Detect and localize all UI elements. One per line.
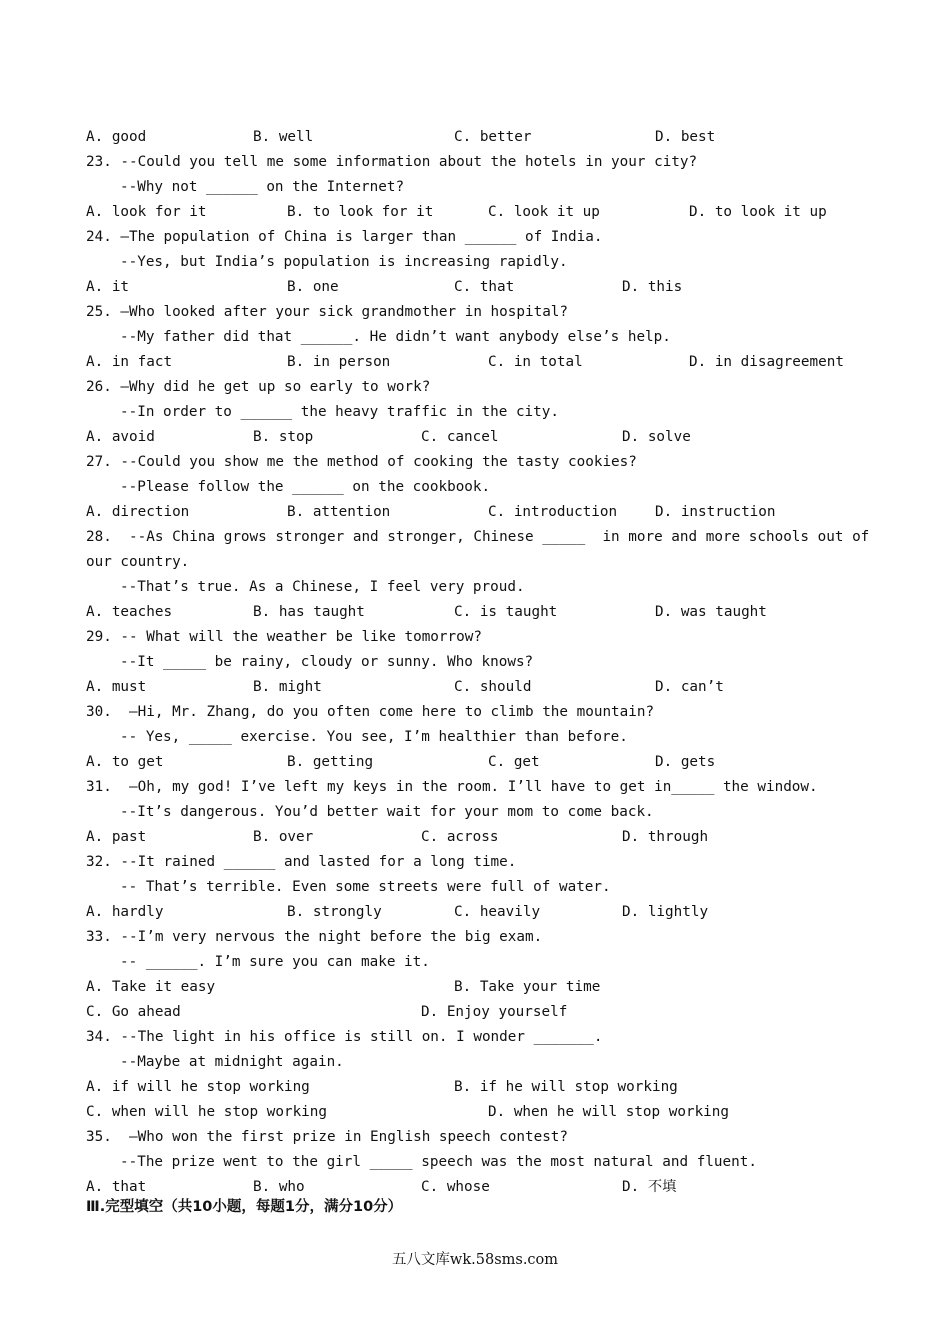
answer-option: C. across — [421, 829, 499, 845]
answer-option: D. was taught — [655, 604, 767, 620]
answer-options-row — [0, 1177, 950, 1197]
answer-option: D. through — [622, 829, 709, 845]
answer-option: A. past — [86, 829, 147, 845]
answer-option: D. gets — [655, 754, 716, 770]
answer-option: D. when he will stop working — [488, 1104, 730, 1120]
answer-option: A. it — [86, 279, 130, 295]
answer-option: C. look it up — [488, 204, 600, 220]
answer-option: C. that — [454, 279, 515, 295]
question-line: 26. –Why did he get up so early to work? — [86, 379, 431, 395]
answer-option: D. Enjoy yourself — [421, 1004, 568, 1020]
answer-options-row — [0, 1002, 950, 1022]
answer-option: D. to look it up — [689, 204, 827, 220]
answer-option: C. should — [454, 679, 532, 695]
answer-option: B. one — [287, 279, 339, 295]
answer-option: B. who — [253, 1179, 305, 1195]
answer-option: C. Go ahead — [86, 1004, 181, 1020]
answer-options-row — [0, 752, 950, 772]
answer-options-row — [0, 127, 950, 147]
answer-option: A. good — [86, 129, 147, 145]
answer-options-row — [0, 202, 950, 222]
question-line: 30. –Hi, Mr. Zhang, do you often come here to climb the mountain? — [86, 704, 655, 720]
question-line: --The prize went to the girl _____ speech was the most natural and fluent. — [120, 1154, 757, 1170]
question-line: --That’s true. As a Chinese, I feel very proud. — [120, 579, 525, 595]
question-line: 28. --As China grows stronger and stronger, Chinese _____ in more and more schools out of — [86, 529, 870, 545]
question-line: 34. --The light in his office is still on. I wonder _______. — [86, 1029, 603, 1045]
answer-option: B. stop — [253, 429, 314, 445]
answer-option: D. can’t — [655, 679, 724, 695]
answer-option: C. cancel — [421, 429, 499, 445]
answer-option: C. better — [454, 129, 532, 145]
question-line: --Please follow the ______ on the cookbook. — [120, 479, 491, 495]
answer-option: B. has taught — [253, 604, 365, 620]
question-line: 32. --It rained ______ and lasted for a long time. — [86, 854, 517, 870]
answer-options-row — [0, 1077, 950, 1097]
answer-option: A. if will he stop working — [86, 1079, 310, 1095]
answer-options-row — [0, 827, 950, 847]
answer-option: C. get — [488, 754, 540, 770]
question-line: --Yes, but India’s population is increasing rapidly. — [120, 254, 568, 270]
answer-options-row — [0, 277, 950, 297]
answer-option: A. teaches — [86, 604, 173, 620]
answer-option: B. to look for it — [287, 204, 434, 220]
answer-option: C. whose — [421, 1179, 490, 1195]
answer-option: B. attention — [287, 504, 391, 520]
section-heading: Ⅲ.完型填空（共10小题，每题1分，满分10分） — [86, 1199, 403, 1215]
answer-option: D. instruction — [655, 504, 776, 520]
question-line: 24. —The population of China is larger than ______ of India. — [86, 229, 603, 245]
answer-options-row — [0, 502, 950, 522]
answer-option: D. 不填 — [622, 1179, 677, 1195]
question-line: 29. -- What will the weather be like tomorrow? — [86, 629, 482, 645]
question-line: --Why not ______ on the Internet? — [120, 179, 405, 195]
answer-option: B. in person — [287, 354, 391, 370]
question-line: 33. --I’m very nervous the night before the big exam. — [86, 929, 543, 945]
question-line: 23. --Could you tell me some information about the hotels in your city? — [86, 154, 698, 170]
answer-option: B. well — [253, 129, 314, 145]
answer-option: C. is taught — [454, 604, 558, 620]
answer-option: A. must — [86, 679, 147, 695]
answer-options-row — [0, 427, 950, 447]
question-line: 35. –Who won the first prize in English speech contest? — [86, 1129, 569, 1145]
question-line: --My father did that ______. He didn’t want anybody else’s help. — [120, 329, 671, 345]
answer-option: B. if he will stop working — [454, 1079, 678, 1095]
answer-option: A. hardly — [86, 904, 164, 920]
question-line: -- Yes, _____ exercise. You see, I’m healthier than before. — [120, 729, 628, 745]
question-line: --Maybe at midnight again. — [120, 1054, 344, 1070]
answer-option: D. best — [655, 129, 716, 145]
answer-option: A. to get — [86, 754, 164, 770]
answer-option: A. avoid — [86, 429, 155, 445]
answer-option: D. solve — [622, 429, 691, 445]
answer-option: C. when will he stop working — [86, 1104, 328, 1120]
answer-options-row — [0, 602, 950, 622]
page-footer: 五八文库wk.58sms.com — [391, 1252, 559, 1268]
answer-option: C. heavily — [454, 904, 541, 920]
answer-option: D. lightly — [622, 904, 709, 920]
answer-option: B. getting — [287, 754, 374, 770]
question-line: 31. –Oh, my god! I’ve left my keys in the room. I’ll have to get in_____ the window. — [86, 779, 818, 795]
answer-option: C. in total — [488, 354, 583, 370]
answer-option: D. in disagreement — [689, 354, 844, 370]
answer-option: B. over — [253, 829, 314, 845]
question-line: 25. –Who looked after your sick grandmother in hospital? — [86, 304, 569, 320]
answer-option: D. this — [622, 279, 683, 295]
answer-option: A. that — [86, 1179, 147, 1195]
answer-options-row — [0, 902, 950, 922]
question-line: --In order to ______ the heavy traffic in the city. — [120, 404, 559, 420]
question-line: 27. --Could you show me the method of cooking the tasty cookies? — [86, 454, 637, 470]
answer-option: A. direction — [86, 504, 190, 520]
answer-option: B. Take your time — [454, 979, 601, 995]
question-line: -- ______. I’m sure you can make it. — [120, 954, 430, 970]
answer-option: B. might — [253, 679, 322, 695]
answer-option: C. introduction — [488, 504, 618, 520]
answer-options-row — [0, 677, 950, 697]
question-line: --It’s dangerous. You’d better wait for your mom to come back. — [120, 804, 654, 820]
answer-option: A. in fact — [86, 354, 173, 370]
question-line: our country. — [86, 554, 190, 570]
answer-options-row — [0, 977, 950, 997]
question-line: -- That’s terrible. Even some streets were full of water. — [120, 879, 611, 895]
answer-options-row — [0, 1102, 950, 1122]
question-line: --It _____ be rainy, cloudy or sunny. Who knows? — [120, 654, 534, 670]
answer-option: B. strongly — [287, 904, 382, 920]
answer-option: A. Take it easy — [86, 979, 216, 995]
answer-options-row — [0, 352, 950, 372]
answer-option: A. look for it — [86, 204, 207, 220]
